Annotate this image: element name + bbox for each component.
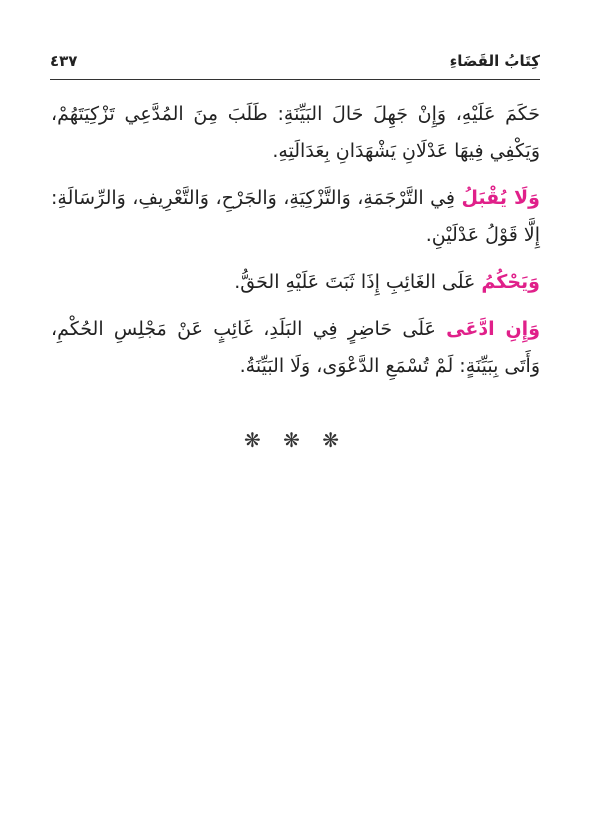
paragraph-text: عَلَى الغَائِبِ إِذَا ثَبَتَ عَلَيْهِ الحَقُّ. — [234, 271, 482, 293]
paragraph-text: عَلَى حَاضِرٍ فِي البَلَدِ، غَائِبٍ عَنْ مَجْلِسِ الحُكْمِ، وَأَتَى بِبَيِّنَةٍ: لَمْ تُسْمَعِ الدَّعْوَى، وَلَا البَيِّنَةُ. — [51, 318, 540, 377]
section-separator: ❋ ❋ ❋ — [244, 428, 347, 452]
paragraph-text: حَكَمَ عَلَيْهِ، وَإِنْ جَهِلَ حَالَ البَيِّنَةِ: طَلَبَ مِنَ المُدَّعِي تَزْكِيَتَهُمْ، وَيَكْفِي فِيهَا عَدْلَانِ يَشْهَدَانِ بِعَدَالَتِهِ. — [51, 103, 540, 162]
header-rule — [50, 79, 540, 80]
highlighted-term: وَيَحْكُمُ — [481, 271, 540, 293]
highlighted-term: وَلَا يُقْبَلُ — [461, 187, 540, 209]
paragraph-1 — [51, 96, 540, 170]
paragraph-4 — [51, 311, 540, 385]
highlighted-term: وَإِنِ ادَّعَى — [446, 318, 540, 340]
paragraph-3 — [51, 264, 540, 301]
paragraph-text: فِي التَّرْجَمَةِ، وَالتَّزْكِيَةِ، وَالجَرْحِ، وَالتَّعْرِيفِ، وَالرِّسَالَةِ: إِلَّا قَوْلُ عَدْلَيْنِ. — [51, 187, 540, 246]
page-header — [50, 50, 540, 80]
chapter-title: كِتَابُ القَضَاءِ — [449, 52, 540, 70]
page-number: ٤٣٧ — [50, 52, 78, 70]
body-text — [51, 96, 540, 395]
paragraph-2 — [51, 180, 540, 254]
